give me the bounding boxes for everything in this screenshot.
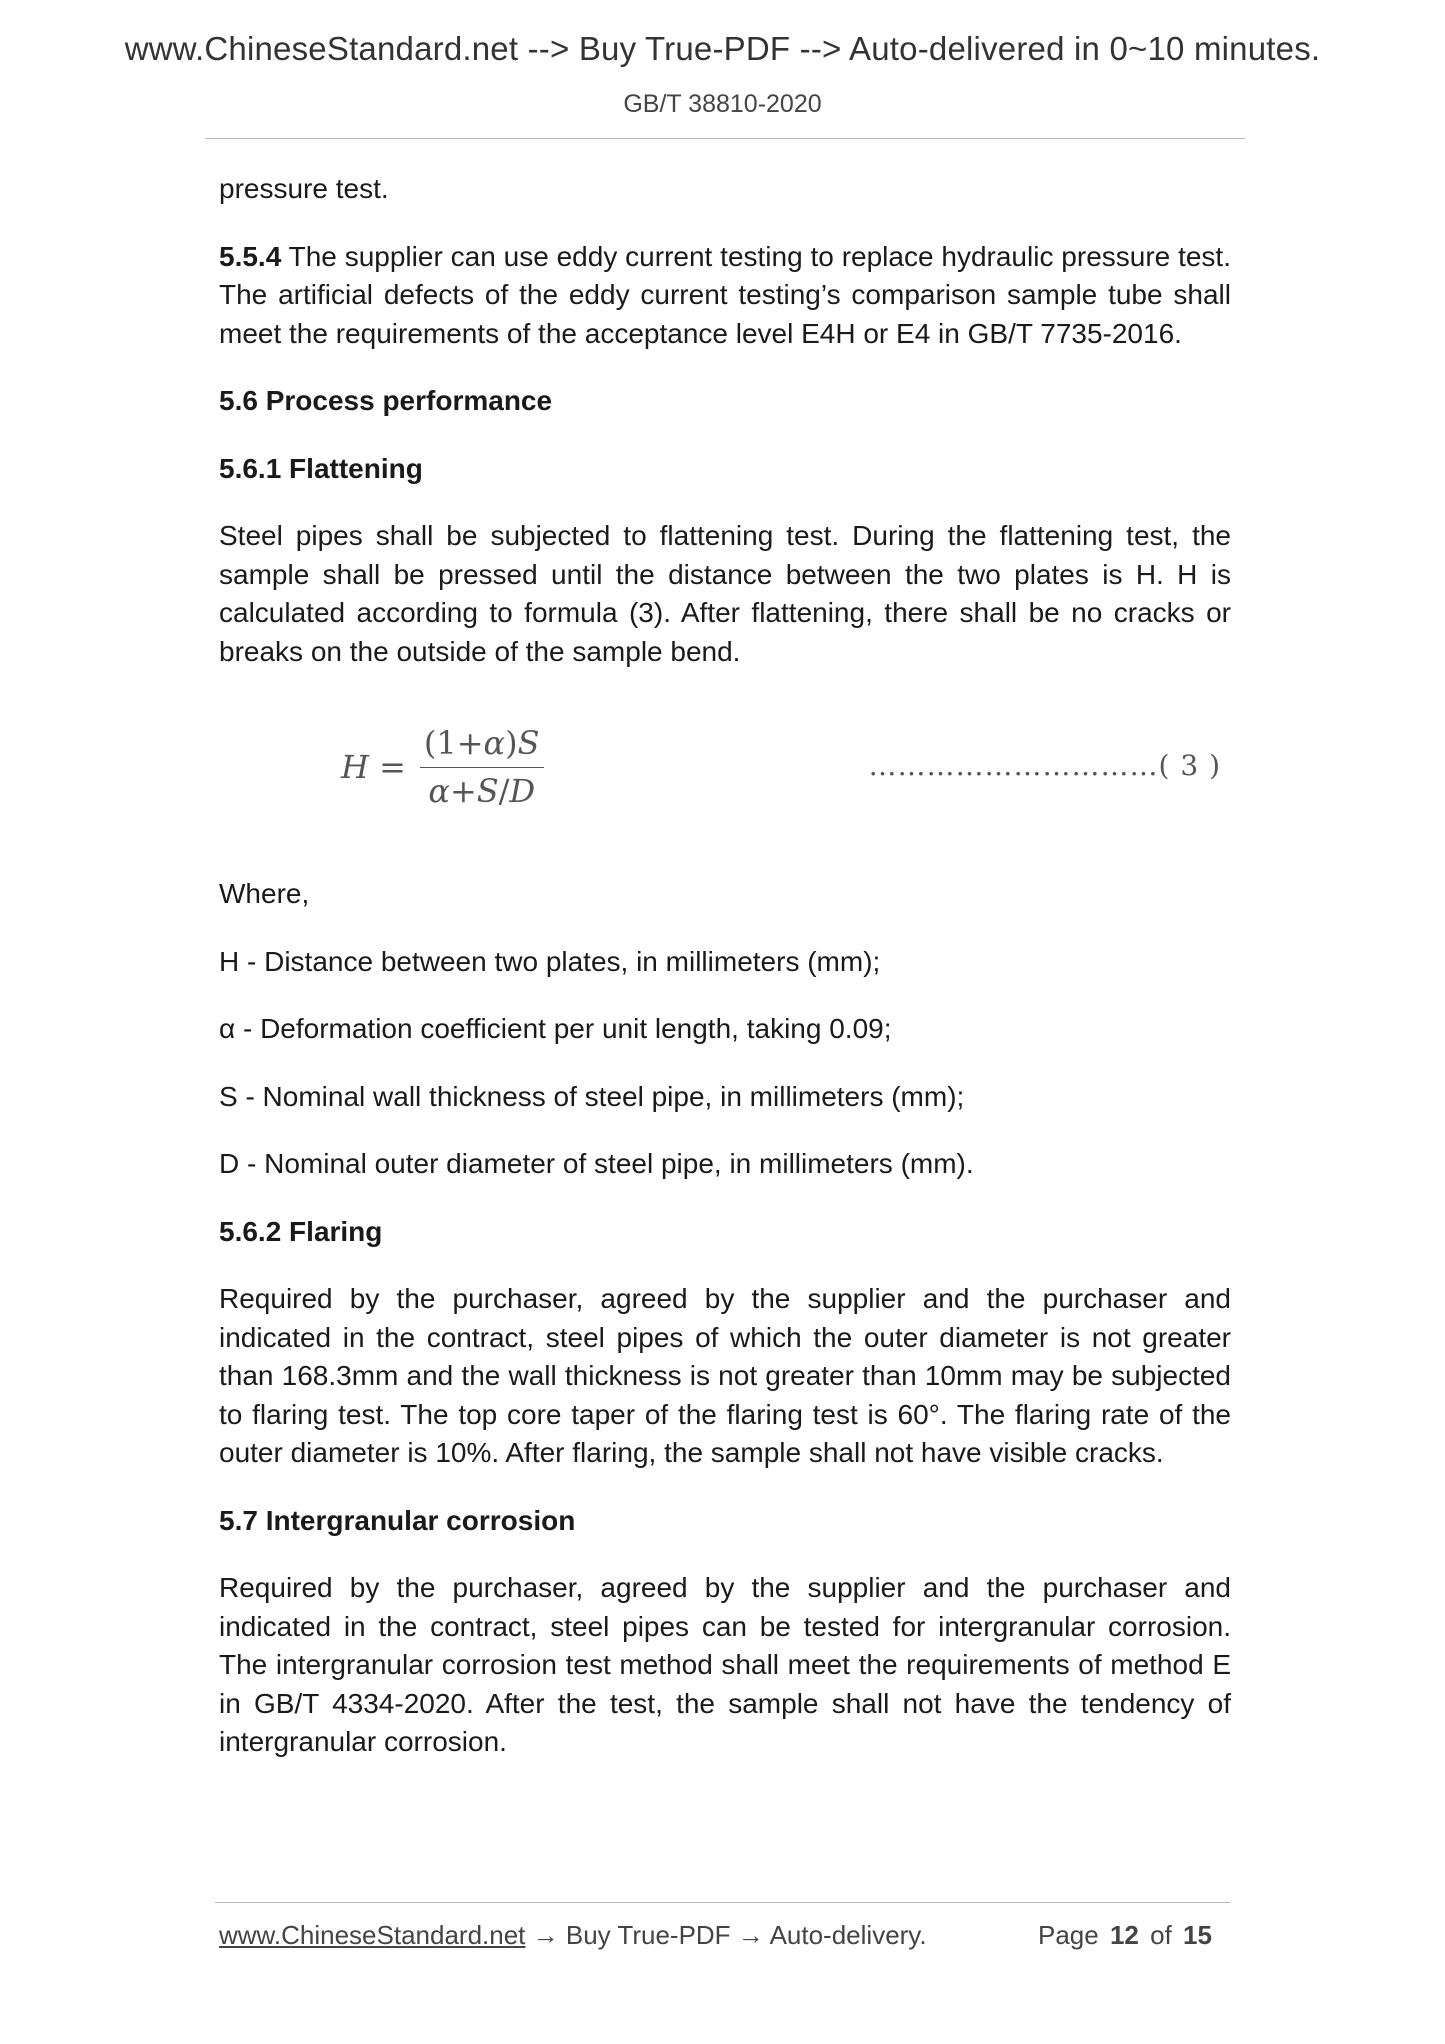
numerator-alpha: α: [483, 724, 506, 762]
page-current: 12: [1109, 1920, 1139, 1950]
section-5-6-2-text: Required by the purchaser, agreed by the supplier and the purchaser and indicated in the contract, steel pipes of which the outer diameter is not greater than 168.3mm and the wall thickness is not greater than 10mm may be subjected to flaring test. The top core taper of the flaring test is 60°. The flaring rate of the outer diameter is 10%. After flaring, the sample shall not have visible cracks.: [219, 1283, 1231, 1468]
denominator-d: D: [509, 771, 536, 810]
page-content: [219, 170, 1231, 1791]
formula-3-block: [219, 717, 1231, 827]
header-divider: [205, 138, 1245, 139]
section-5-7-heading: 5.7 Intergranular corrosion: [219, 1504, 576, 1536]
section-5-5-4-paragraph: [219, 238, 1231, 354]
section-5-6-1-text: Steel pipes shall be subjected to flattening test. During the flattening test, the sample shall be pressed until the distance between the two plates is H. H is calculated according to formula (3). After flattening, there shall be no cracks or breaks on the outside of the sample bend.: [219, 520, 1231, 667]
numerator-s: S: [517, 724, 540, 762]
section-5-6-heading: 5.6 Process performance: [219, 385, 553, 416]
formula-fraction: [420, 724, 544, 810]
section-5-5-4-text: The supplier can use eddy current testing to replace hydraulic pressure test. The artificial defects of the eddy current testing’s comparison sample tube shall meet the requirements of the acceptance level E4H or E4 in GB/T 7735-2016.: [219, 240, 1231, 349]
formula-denominator: [424, 768, 539, 811]
denominator-plus: +: [449, 771, 477, 810]
denominator-alpha: α: [428, 771, 450, 810]
definition-alpha: α - Deformation coefficient per unit length, taking 0.09;: [219, 1013, 892, 1044]
page-indicator: [1038, 1920, 1212, 1951]
denominator-s: S: [476, 771, 499, 810]
definition-h: H - Distance between two plates, in millimeters (mm);: [219, 945, 881, 977]
footer-links: [219, 1920, 927, 1951]
section-5-5-4-number: 5.5.4: [219, 240, 282, 272]
document-code: GB/T 38810-2020: [623, 90, 822, 118]
definition-s: S - Nominal wall thickness of steel pipe, in millimeters (mm);: [219, 1080, 965, 1112]
footer-site-link[interactable]: www.ChineseStandard.net: [219, 1920, 526, 1950]
where-label: Where,: [219, 878, 310, 909]
formula-numerator: [420, 724, 544, 768]
page-total: 15: [1183, 1920, 1212, 1950]
section-5-6-2-heading: 5.6.2 Flaring: [219, 1215, 383, 1247]
continued-paragraph: pressure test.: [219, 173, 389, 204]
section-5-7-text: Required by the purchaser, agreed by the supplier and the purchaser and indicated in the contract, steel pipes can be tested for intergranular corrosion. The intergranular corrosion test method shall meet the requirements of method E in GB/T 4334-2020. After the test, the sample shall not have the tendency of intergranular corrosion.: [219, 1572, 1231, 1757]
section-5-6-1-heading: 5.6.1 Flattening: [219, 452, 423, 484]
site-banner: www.ChineseStandard.net --> Buy True-PDF --> Auto-delivered in 0~10 minutes.: [124, 30, 1321, 67]
definition-d: D - Nominal outer diameter of steel pipe, in millimeters (mm).: [219, 1148, 974, 1179]
numerator-open: (1+: [423, 724, 484, 762]
footer-tail-text: → Buy True-PDF → Auto-delivery.: [525, 1920, 927, 1950]
formula-lhs: H =: [341, 747, 406, 786]
numerator-close: ): [505, 724, 518, 762]
footer-divider: [215, 1902, 1230, 1903]
equation-number: …………………………( 3 ): [868, 749, 1221, 782]
of-label: of: [1150, 1920, 1172, 1950]
flattening-formula: [341, 717, 544, 817]
page-label: Page: [1038, 1920, 1099, 1950]
denominator-slash: /: [498, 771, 510, 810]
